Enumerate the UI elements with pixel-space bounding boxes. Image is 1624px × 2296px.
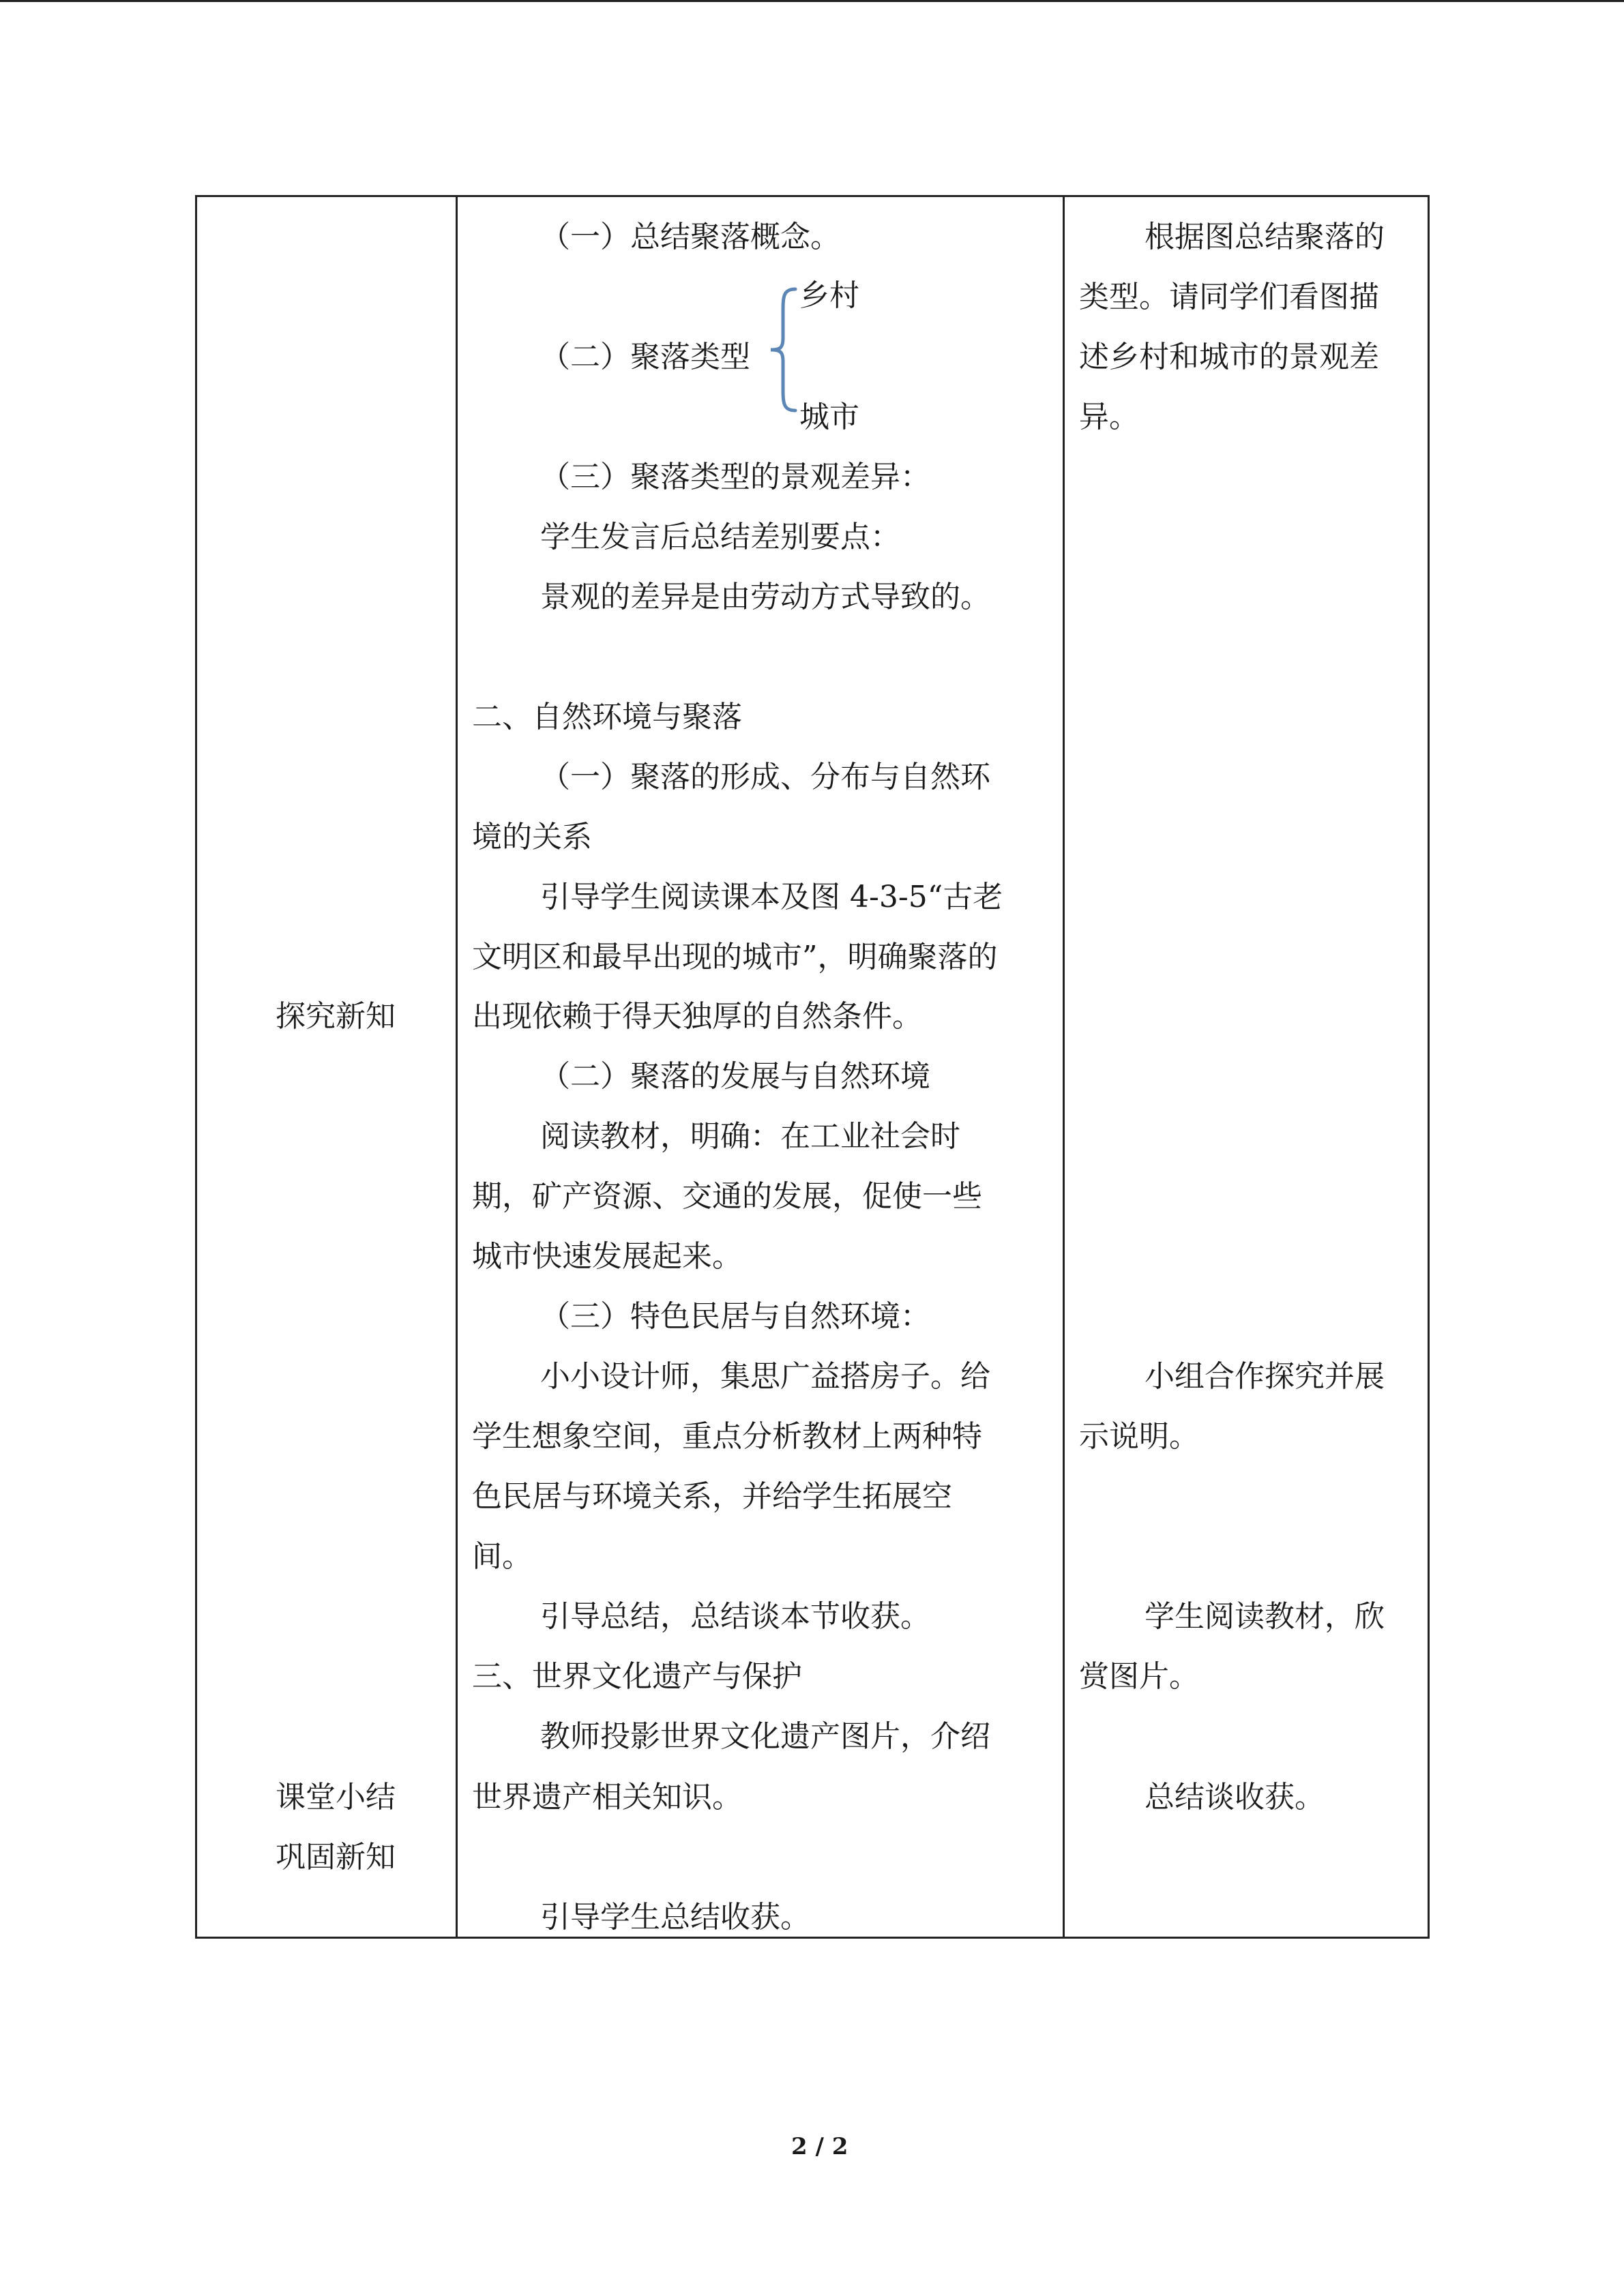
student-line: 学生阅读教材，欣	[1145, 1599, 1385, 1634]
student-line: 示说明。	[1079, 1419, 1199, 1454]
table-border-left	[195, 195, 197, 1939]
table-border-bottom	[195, 1937, 1430, 1939]
brace-item-rural: 乡村	[799, 278, 859, 313]
teacher-heading: 二、自然环境与聚落	[472, 700, 742, 734]
teacher-line: （二）聚落类型	[540, 340, 750, 374]
teacher-line: 间。	[472, 1539, 532, 1574]
teacher-line: （三）聚落类型的景观差异：	[540, 460, 930, 494]
teacher-line: 世界遗产相关知识。	[472, 1780, 742, 1815]
student-line: 小组合作探究并展	[1145, 1359, 1385, 1394]
teacher-line: 学生发言后总结差别要点：	[540, 520, 900, 554]
teacher-line: 学生想象空间，重点分析教材上两种特	[472, 1419, 982, 1454]
teacher-line: 城市快速发展起来。	[472, 1239, 742, 1274]
stage-label-explore: 探究新知	[276, 999, 396, 1034]
table-divider-2	[1063, 195, 1065, 1939]
student-line: 述乡村和城市的景观差	[1079, 340, 1379, 374]
teacher-line: 期，矿产资源、交通的发展，促使一些	[472, 1179, 982, 1214]
teacher-heading: 三、世界文化遗产与保护	[472, 1659, 802, 1694]
teacher-line: （一）聚落的形成、分布与自然环	[540, 760, 990, 794]
brace-item-urban: 城市	[799, 400, 859, 434]
student-line: 根据图总结聚落的	[1145, 220, 1385, 254]
teacher-line: 出现依赖于得天独厚的自然条件。	[472, 999, 922, 1034]
table-divider-1	[456, 195, 458, 1939]
teacher-line: （三）特色民居与自然环境：	[540, 1299, 930, 1334]
page-number: 2 / 2	[791, 2133, 848, 2160]
student-line: 类型。请同学们看图描	[1079, 280, 1379, 314]
student-line: 总结谈收获。	[1145, 1780, 1325, 1815]
teacher-line: 境的关系	[472, 820, 592, 854]
teacher-line: 阅读教材，明确：在工业社会时	[540, 1119, 960, 1154]
student-line: 异。	[1079, 400, 1139, 434]
teacher-line: 引导学生总结收获。	[540, 1900, 810, 1935]
table-border-top	[195, 195, 1430, 197]
teacher-line: 色民居与环境关系，并给学生拓展空	[472, 1479, 952, 1514]
table-border-right	[1428, 195, 1430, 1939]
stage-label-consolidate: 巩固新知	[276, 1840, 396, 1875]
settlement-type-brace	[763, 285, 801, 415]
teacher-line: 引导总结，总结谈本节收获。	[540, 1599, 930, 1634]
teacher-line: 文明区和最早出现的城市”，明确聚落的	[472, 940, 998, 974]
student-line: 赏图片。	[1079, 1659, 1199, 1694]
teacher-line: （二）聚落的发展与自然环境	[540, 1059, 930, 1094]
teacher-line: 引导学生阅读课本及图 4-3-5“古老	[540, 880, 1003, 914]
teacher-line: 教师投影世界文化遗产图片，介绍	[540, 1719, 990, 1754]
teacher-line: 小小设计师，集思广益搭房子。给	[540, 1359, 990, 1394]
teacher-line: 景观的差异是由劳动方式导致的。	[540, 580, 990, 614]
teacher-line: （一）总结聚落概念。	[540, 220, 840, 254]
stage-label-summary: 课堂小结	[276, 1780, 396, 1815]
page-top-border	[0, 0, 1624, 2]
